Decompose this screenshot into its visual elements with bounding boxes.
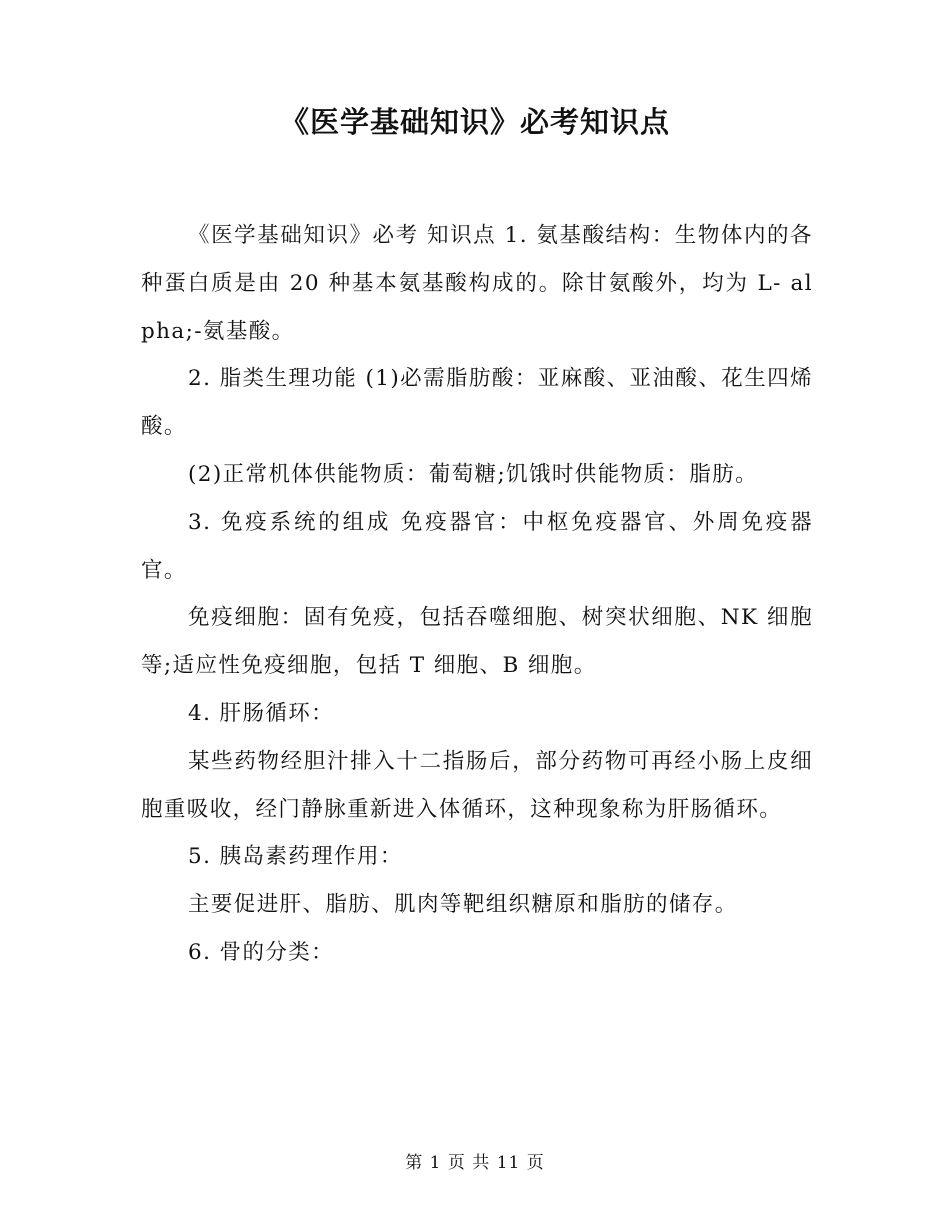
paragraph-enterohepatic-heading: 4. 肝肠循环： — [188, 700, 335, 726]
paragraph-amino-acid: 《医学基础知识》必考 知识点 1. 氨基酸结构：生物体内的各种蛋白质是由 20 种基本氨基酸构成的。除甘氨酸外，均为 L- alpha;-氨基酸。 — [141, 223, 813, 344]
paragraph-bone-classification: 6. 骨的分类： — [188, 939, 335, 965]
paragraph-immune-organs: 3. 免疫系统的组成 免疫器官：中枢免疫器官、外周免疫器官。 — [141, 509, 813, 583]
document-title: 《医学基础知识》必考知识点 — [279, 105, 670, 139]
paragraph-immune-cells: 免疫细胞：固有免疫，包括吞噬细胞、树突状细胞、NK 细胞等;适应性免疫细胞，包括 T 细胞、B 细胞。 — [141, 605, 813, 679]
paragraph-energy-substances: (2)正常机体供能物质：葡萄糖;饥饿时供能物质：脂肪。 — [188, 461, 759, 487]
document-body — [141, 212, 813, 977]
paragraph-insulin-heading: 5. 胰岛素药理作用： — [188, 844, 403, 870]
paragraph-insulin-body: 主要促进肝、脂肪、肌肉等靶组织糖原和脂肪的储存。 — [188, 892, 738, 918]
paragraph-lipid-function: 2. 脂类生理功能 (1)必需脂肪酸：亚麻酸、亚油酸、花生四烯酸。 — [141, 366, 813, 440]
paragraph-enterohepatic-body: 某些药物经胆汁排入十二指肠后，部分药物可再经小肠上皮细胞重吸收，经门静脉重新进入体循环，这种现象称为肝肠循环。 — [141, 748, 813, 822]
page-footer: 第 1 页 共 11 页 — [405, 1153, 545, 1173]
